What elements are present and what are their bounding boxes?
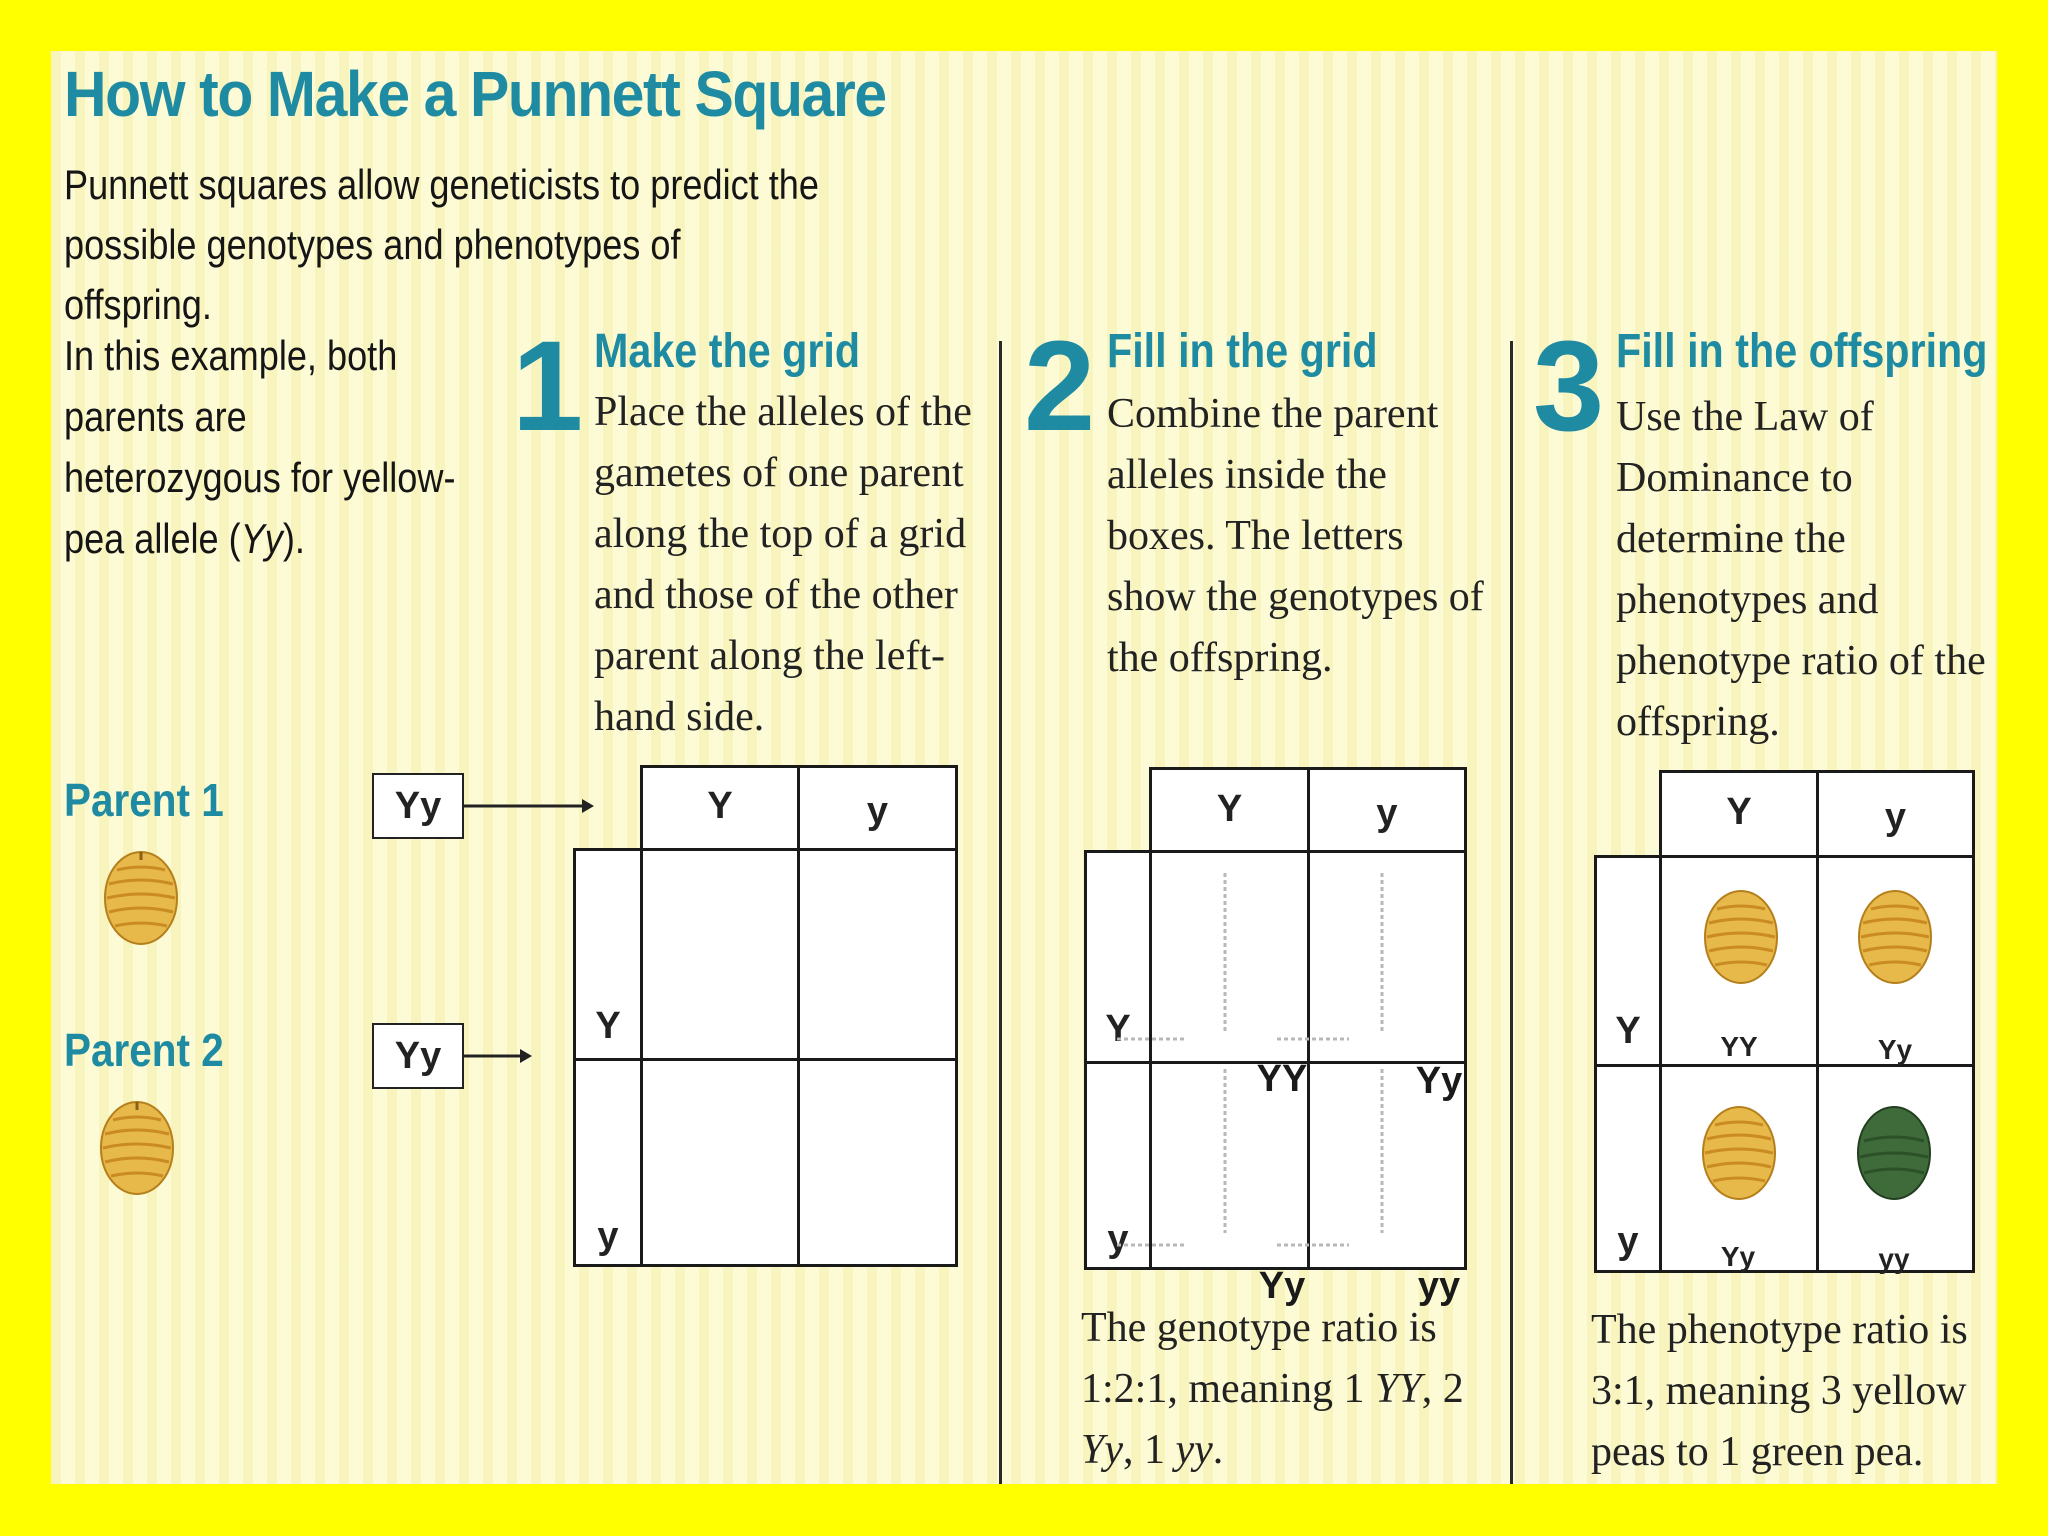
infographic-panel (51, 51, 1997, 1484)
grid-1-top-allele: Y (707, 785, 733, 827)
step-3-body: Use the Law of Dominance to determine the phenotypes and phenotype ratio of the offspring. (1616, 394, 1986, 745)
grid-1-top-allele: y (866, 790, 889, 832)
grid-2-left-allele: Y (1105, 1008, 1131, 1050)
arrow-right-icon (464, 1044, 532, 1068)
divider-2 (1510, 341, 1513, 1484)
parent-1-genotype-box: Yy (372, 773, 464, 839)
grid-2-top-allele: Y (1216, 788, 1243, 830)
grid-2-genotype-cell: Yy (1415, 1060, 1463, 1102)
page-title: How to Make a Punnett Square (64, 58, 886, 130)
grid-3-top-allele: Y (1726, 791, 1752, 833)
grid-3-left-allele: y (1617, 1220, 1639, 1262)
step-3-number: 3 (1533, 315, 1605, 458)
step-2-number: 2 (1024, 315, 1096, 458)
grid-2-genotype-cell: yy (1417, 1265, 1461, 1307)
step-1-number: 1 (512, 315, 584, 458)
grid-2-genotype-cell: YY (1256, 1058, 1308, 1100)
yellow-pea-icon (1699, 1101, 1779, 1201)
grid-3-left-allele: Y (1615, 1010, 1641, 1052)
grid-2-left-allele: y (1107, 1218, 1129, 1260)
example-text: In this example, both parents are heterozygous for yellow-pea allele (Yy). (64, 332, 456, 562)
parent-2-pea-icon (97, 1096, 177, 1196)
grid-1-left-allele: Y (595, 1005, 621, 1047)
step-1-heading: Make the grid (594, 325, 861, 378)
yellow-pea-icon (1855, 885, 1935, 985)
parent-2-genotype-box: Yy (372, 1023, 464, 1089)
grid-1-body (573, 849, 956, 1264)
step-2-body: Combine the parent alleles inside the boxes. The letters show the genotypes of the offspring. (1107, 391, 1484, 681)
offspring-genotype-label: Yy (1877, 1034, 1913, 1065)
grid-1-left-allele: y (597, 1215, 619, 1257)
green-pea-icon (1854, 1101, 1934, 1201)
genotype-ratio-text: The genotype ratio is 1:2:1, meaning 1 YY, 2 Yy, 1 yy. (1081, 1305, 1464, 1473)
grid-2-top-allele: y (1376, 792, 1398, 834)
offspring-genotype-label: YY (1720, 1031, 1758, 1062)
offspring-genotype-label: Yy (1720, 1241, 1756, 1272)
phenotype-ratio-text: The phenotype ratio is 3:1, meaning 3 yellow peas to 1 green pea. (1591, 1307, 1968, 1475)
step-1-body: Place the alleles of the gametes of one parent along the top of a grid and those of the other parent along the left-hand side. (594, 389, 972, 740)
parent-2-label: Parent 2 (64, 1024, 224, 1076)
grid-3-top-allele: y (1884, 796, 1907, 838)
intro-text: Punnett squares allow geneticists to predict the possible genotypes and phenotypes of offspring. (64, 161, 819, 328)
step-2-heading: Fill in the grid (1107, 325, 1378, 378)
parent-1-label: Parent 1 (64, 774, 224, 826)
offspring-genotype-label: yy (1878, 1243, 1910, 1274)
arrow-right-icon (464, 794, 594, 818)
grid-2-genotype-cell: Yy (1258, 1265, 1306, 1307)
parent-1-pea-icon (101, 846, 181, 946)
step-3-heading: Fill in the offspring (1616, 325, 1988, 378)
divider-1 (999, 341, 1002, 1484)
yellow-pea-icon (1701, 885, 1781, 985)
